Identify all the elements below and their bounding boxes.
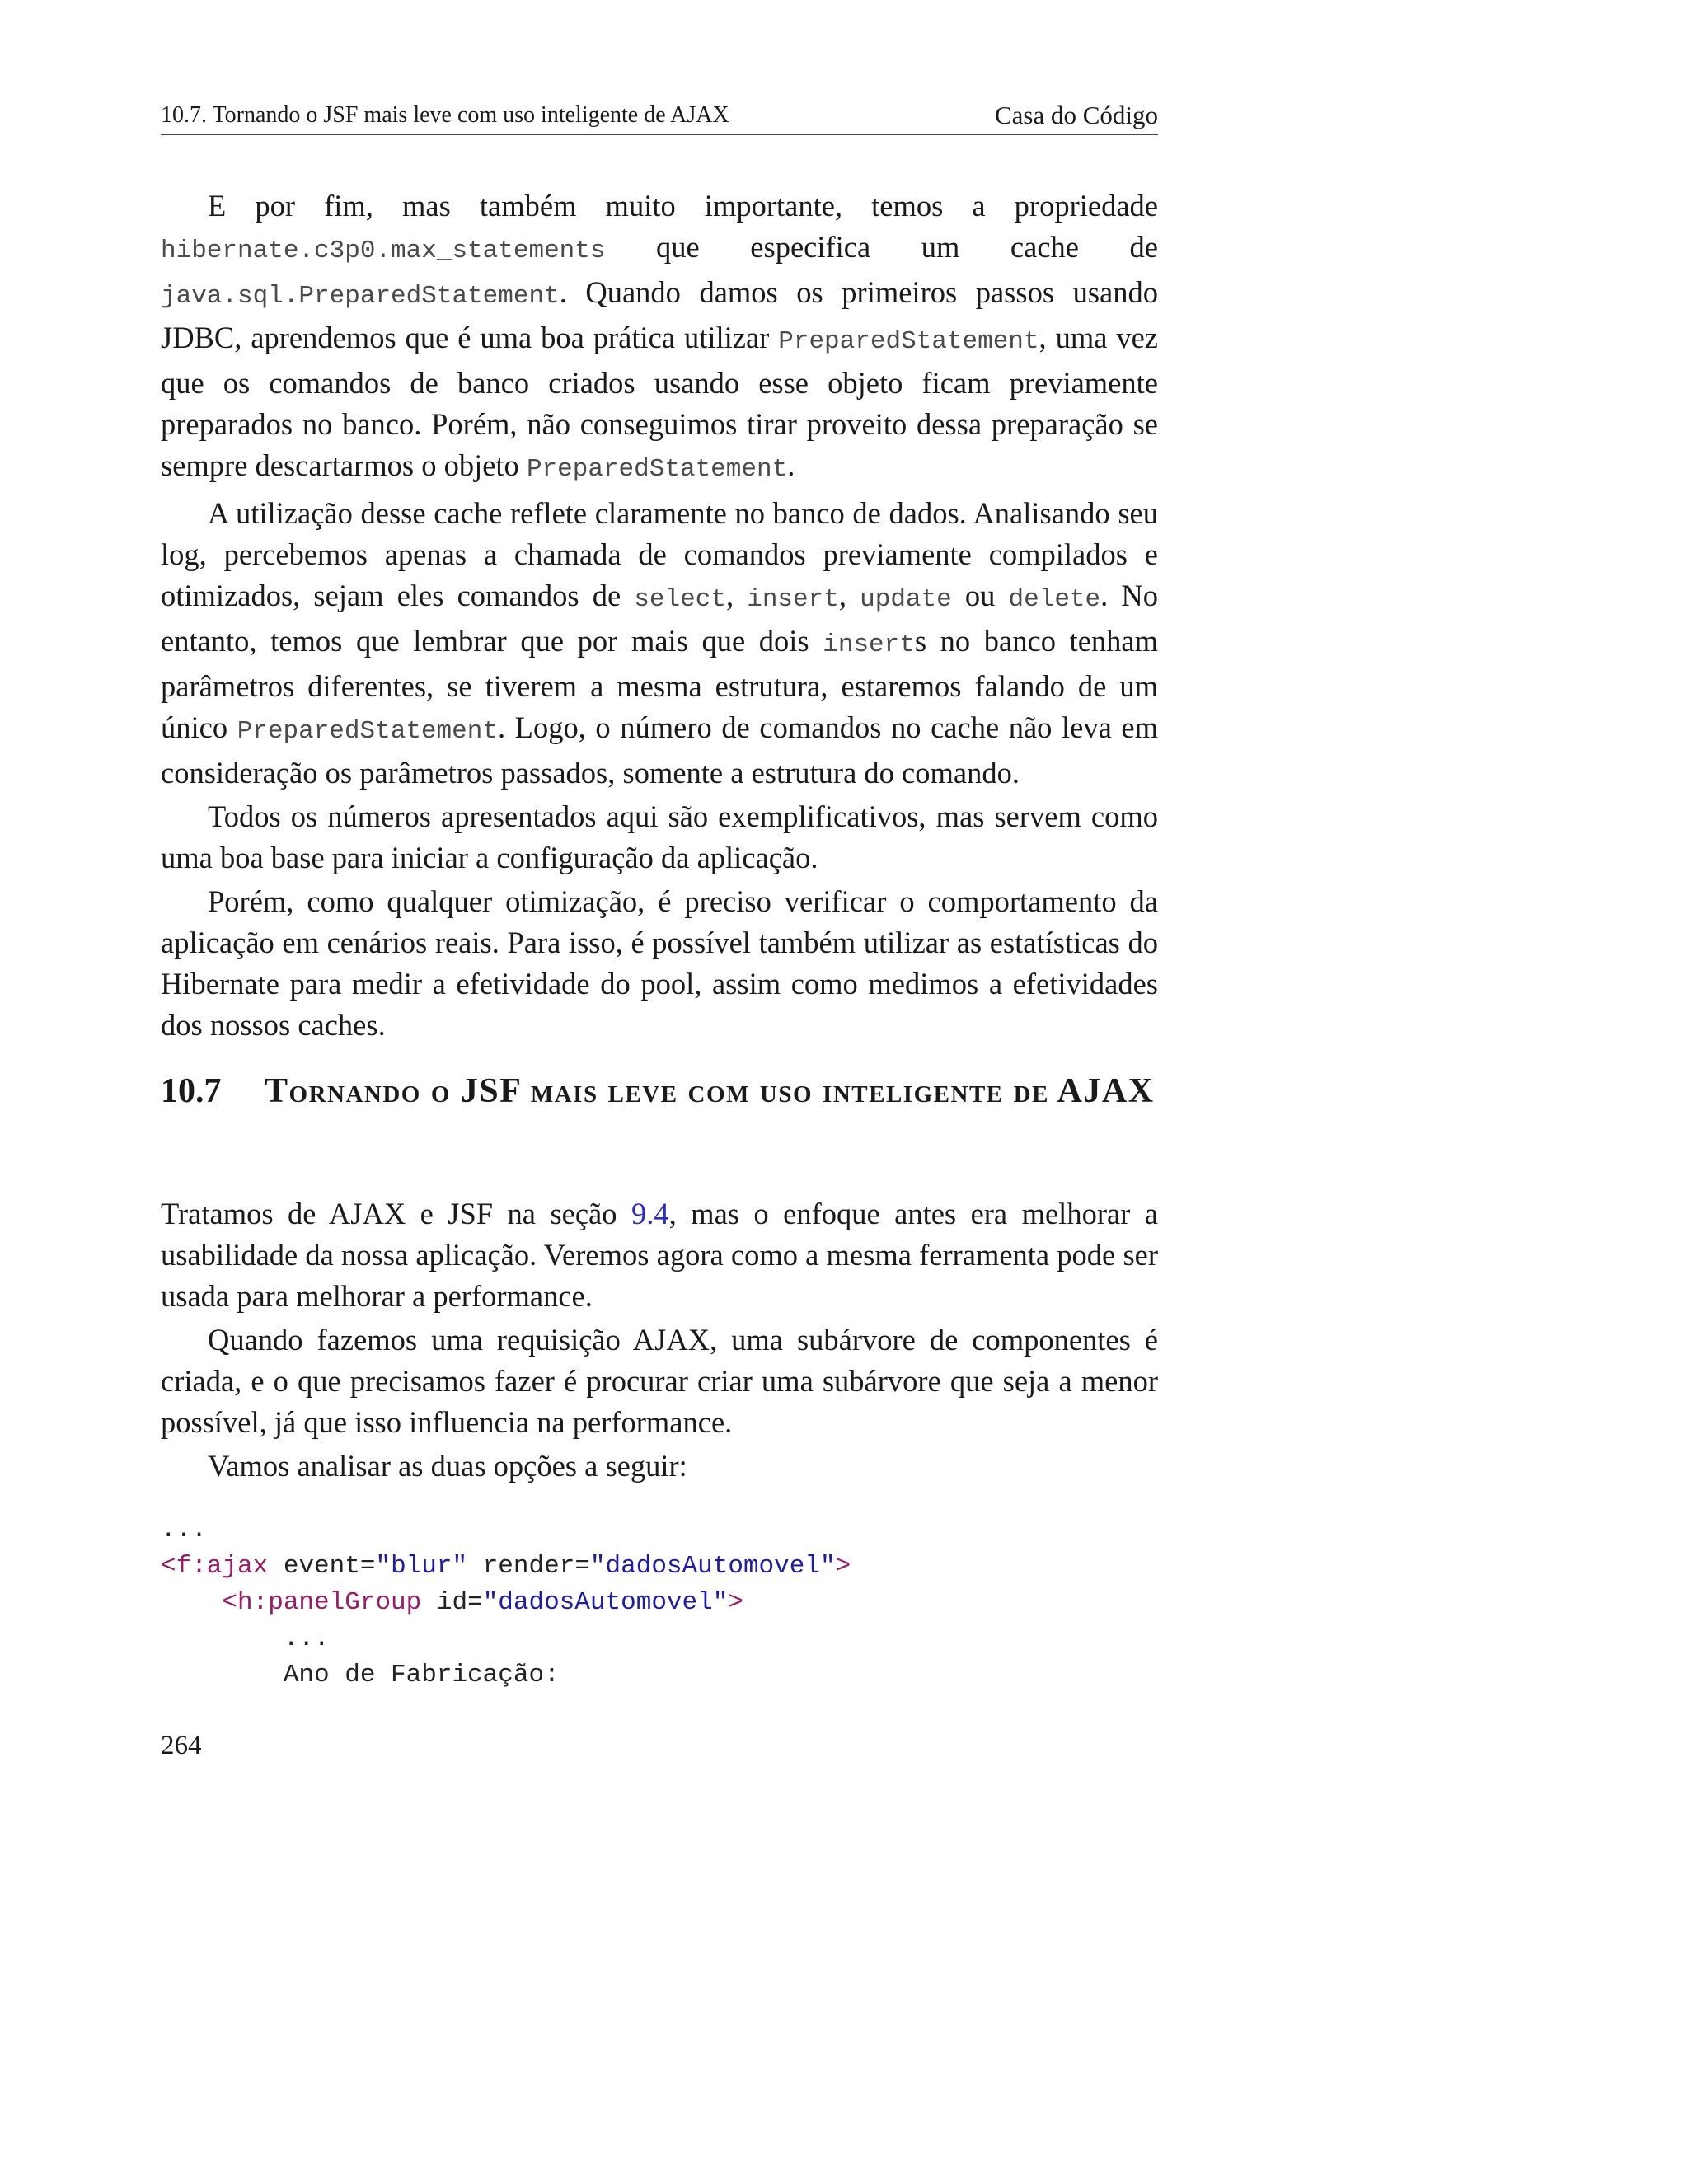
inline-code: delete — [1008, 585, 1101, 614]
code-line: <h:panelGroup id="dadosAutomovel"> — [222, 1588, 743, 1617]
running-header — [161, 97, 1158, 135]
inline-code: PreparedStatement — [526, 455, 788, 484]
paragraph: E por fim, mas também muito importante, temos a propriedade hibernate.c3p0.max_statements que especifica um cache de java.sql.PreparedStatement. Quando damos os primeiros passos usando JDBC, aprendemos que é uma boa prática utilizar PreparedStatement, uma vez que os comandos de banco criados usando esse objeto ficam previamente preparados no banco. Porém, não conseguimos tirar proveito dessa preparação se sempre descartarmos o objeto PreparedStatement. — [161, 189, 1158, 484]
code-listing — [161, 1512, 1158, 1694]
inline-code: insert — [823, 630, 915, 659]
inline-code: java.sql.PreparedStatement — [161, 282, 560, 311]
inline-code: select — [634, 585, 726, 614]
code-line: ... — [161, 1624, 330, 1653]
section-heading — [161, 1065, 1158, 1118]
paragraph: Quando fazemos uma requisição AJAX, uma subárvore de componentes é criada, e o que precisamos fazer é procurar criar uma subárvore que seja a menor possível, já que isso influencia na performance. — [161, 1323, 1158, 1439]
inline-code: PreparedStatement — [237, 717, 498, 746]
code-line: ... — [161, 1516, 207, 1544]
section-title: Tornando o JSF mais leve com uso inteligente de AJAX — [265, 1072, 1155, 1110]
section-number: 10.7 — [161, 1072, 222, 1110]
inline-code: hibernate.c3p0.max_statements — [161, 237, 606, 265]
paragraph: A utilização desse cache reflete claramente no banco de dados. Analisando seu log, percebemos apenas a chamada de comandos previamente compilados e otimizados, sejam eles comandos de select, insert, update ou delete. No entanto, temos que lembrar que por mais que dois inserts no banco tenham parâmetros diferentes, se tiverem a mesma estrutura, estaremos falando de um único PreparedStatement. Logo, o número de comandos no cache não leva em consideração os parâmetros passados, somente a estrutura do comando. — [161, 496, 1159, 790]
paragraph: Porém, como qualquer otimização, é preciso verificar o comportamento da aplicação em cenários reais. Para isso, é possível também utilizar as estatísticas do Hibernate para medir a efetividade do pool, assim como medimos a efetividades dos nossos caches. — [161, 884, 1158, 1042]
section-reference-link[interactable]: 9.4 — [631, 1197, 669, 1230]
header-publisher: Casa do Código — [994, 101, 1158, 129]
header-section-title: 10.7. Tornando o JSF mais leve com uso inteligente de AJAX — [161, 102, 729, 128]
paragraph: Tratamos de AJAX e JSF na seção 9.4, mas o enfoque antes era melhorar a usabilidade da nossa aplicação. Veremos agora como a mesma ferramenta pode ser usada para melhorar a performance. — [161, 1197, 1158, 1313]
body-text — [161, 185, 1158, 1046]
page-number: 264 — [161, 1731, 202, 1760]
inline-code: PreparedStatement — [778, 327, 1039, 356]
paragraph: Vamos analisar as duas opções a seguir: — [208, 1449, 687, 1483]
code-line: Ano de Fabricação: — [161, 1661, 560, 1690]
section-body — [161, 1193, 1158, 1487]
inline-code: update — [860, 585, 952, 614]
inline-code: insert — [747, 585, 839, 614]
code-line: <f:ajax event="blur" render="dadosAutomovel"> — [161, 1552, 851, 1581]
paragraph: Todos os números apresentados aqui são exemplificativos, mas servem como uma boa base para iniciar a configuração da aplicação. — [161, 799, 1158, 874]
